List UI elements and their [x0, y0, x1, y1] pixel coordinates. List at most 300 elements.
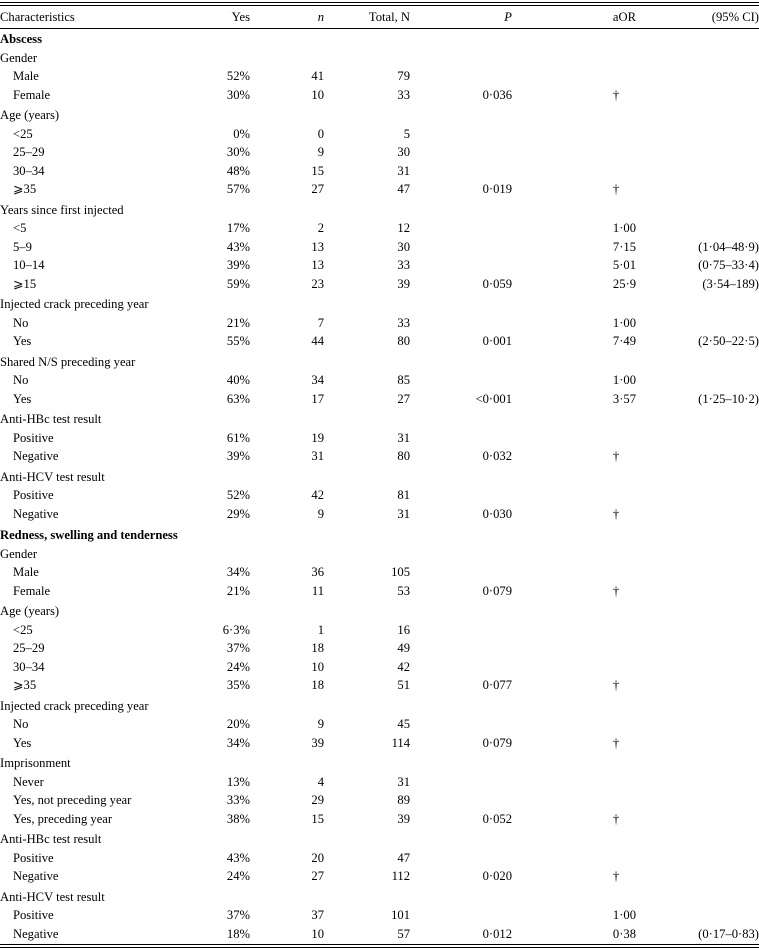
- cell-total: 31: [397, 430, 410, 445]
- cell-yes: 52%: [226, 69, 250, 83]
- table-row: [0, 275, 759, 294]
- cell-n: 23: [311, 276, 324, 291]
- cell-n: 29: [311, 793, 324, 807]
- cell-p: 0·036: [482, 87, 512, 102]
- cell-ci: [636, 447, 759, 466]
- cell-total: 33: [397, 315, 410, 330]
- dagger-mark: †: [612, 678, 620, 692]
- table-row: [0, 849, 759, 868]
- header-characteristics: Characteristics: [0, 10, 75, 24]
- cell-aor: [512, 486, 636, 505]
- cell-total: 27: [397, 391, 410, 406]
- table-body: [0, 27, 759, 943]
- cell-p: 0·019: [482, 182, 512, 196]
- row-label: Yes: [13, 391, 32, 406]
- cell-yes: 39%: [226, 258, 250, 272]
- cell-p: [410, 162, 512, 181]
- row-label: Male: [13, 565, 39, 579]
- header-p: P: [504, 10, 512, 24]
- cell-n: 27: [311, 869, 324, 883]
- cell-ci: [636, 582, 759, 601]
- table-row: [0, 256, 759, 275]
- cell-aor: [512, 715, 636, 734]
- table-row: [0, 180, 759, 199]
- cell-total: 33: [397, 258, 410, 272]
- cell-yes: 43%: [226, 239, 250, 254]
- cell-n: 44: [311, 334, 324, 348]
- cell-p: [410, 621, 512, 640]
- table-header: [0, 8, 759, 27]
- cell-p: 0·079: [482, 583, 512, 598]
- cell-p: <0·001: [475, 391, 512, 406]
- cell-p: 0·001: [482, 334, 512, 348]
- cell-ci: [636, 676, 759, 695]
- cell-n: 15: [311, 811, 324, 826]
- cell-total: 79: [397, 69, 410, 83]
- cell-aor: [512, 86, 636, 105]
- cell-p: 0·077: [482, 678, 512, 692]
- cell-n: 39: [311, 735, 324, 750]
- cell-aor: 7·49: [612, 334, 636, 348]
- cell-p: [410, 715, 512, 734]
- group-label: Years since first injected: [0, 202, 124, 217]
- cell-p: [410, 219, 512, 238]
- table-row: [0, 238, 759, 257]
- dagger-mark: †: [612, 449, 620, 463]
- group-label: Gender: [0, 546, 38, 561]
- table-row: [0, 125, 759, 144]
- cell-p: [410, 773, 512, 792]
- row-label: <25: [13, 622, 33, 637]
- table-row: [0, 505, 759, 524]
- cell-yes: 30%: [226, 87, 250, 102]
- cell-yes: 34%: [226, 735, 250, 750]
- cell-yes: 37%: [226, 908, 250, 922]
- table-row: [0, 486, 759, 505]
- cell-total: 80: [397, 334, 410, 348]
- table-row: [0, 314, 759, 333]
- group-label: Injected crack preceding year: [0, 698, 149, 713]
- row-label: Positive: [13, 488, 54, 502]
- cell-yes: 30%: [226, 145, 250, 159]
- cell-aor: [512, 658, 636, 677]
- cell-ci: [636, 67, 759, 86]
- cell-total: 80: [397, 449, 410, 463]
- cell-p: [410, 849, 512, 868]
- cell-n: 37: [311, 908, 324, 922]
- cell-p: [410, 314, 512, 333]
- group-label: Anti-HBc test result: [0, 412, 102, 426]
- row-label: Positive: [13, 908, 54, 922]
- group-label-row: [0, 754, 759, 773]
- dagger-mark: †: [612, 735, 620, 750]
- cell-aor: [512, 447, 636, 466]
- table-row: [0, 734, 759, 753]
- row-label: Negative: [13, 506, 59, 521]
- cell-total: 31: [397, 163, 410, 178]
- cell-aor: [512, 180, 636, 199]
- cell-total: 105: [391, 565, 410, 579]
- cell-yes: 24%: [226, 869, 250, 883]
- cell-yes: 20%: [226, 717, 250, 731]
- row-label: Yes: [13, 735, 32, 750]
- dagger-mark: †: [612, 182, 620, 196]
- cell-n: 10: [311, 659, 324, 674]
- group-label: Gender: [0, 50, 38, 65]
- row-label: Yes: [13, 334, 32, 348]
- cell-total: 51: [397, 678, 410, 692]
- row-label: 10–14: [13, 258, 45, 272]
- cell-ci: [636, 505, 759, 524]
- cell-total: 12: [397, 221, 410, 235]
- cell-p: [410, 658, 512, 677]
- cell-yes: 13%: [226, 774, 250, 789]
- row-label: Never: [13, 774, 44, 789]
- table-row: [0, 773, 759, 792]
- cell-yes: 48%: [226, 163, 250, 178]
- cell-total: 47: [397, 850, 410, 865]
- cell-yes: 21%: [226, 315, 250, 330]
- cell-total: 45: [397, 717, 410, 731]
- cell-ci: [636, 563, 759, 582]
- dagger-mark: †: [612, 869, 620, 883]
- row-label: Positive: [13, 430, 54, 445]
- cell-aor: [512, 849, 636, 868]
- cell-n: 27: [311, 182, 324, 196]
- cell-yes: 39%: [226, 449, 250, 463]
- cell-aor: [512, 867, 636, 886]
- cell-total: 114: [391, 735, 410, 750]
- cell-aor: 7·15: [612, 239, 636, 254]
- table-row: [0, 86, 759, 105]
- cell-ci: (2·50–22·5): [698, 334, 759, 348]
- cell-p: [410, 371, 512, 390]
- cell-total: 49: [397, 641, 410, 655]
- table-row: [0, 658, 759, 677]
- row-label: ⩾35: [13, 678, 37, 692]
- cell-aor: [512, 67, 636, 86]
- header-total: [324, 8, 410, 27]
- row-label: Female: [13, 87, 51, 102]
- table-row: [0, 390, 759, 409]
- header-total-label: Total, N: [368, 10, 410, 24]
- table-row: [0, 715, 759, 734]
- cell-n: 34: [311, 373, 324, 387]
- cell-p: [410, 143, 512, 162]
- cell-n: 1: [317, 622, 324, 637]
- cell-total: 5: [403, 126, 410, 141]
- cell-n: 13: [311, 239, 324, 254]
- cell-aor: 5·01: [612, 258, 636, 272]
- cell-p: 0·059: [482, 276, 512, 291]
- group-label-row: [0, 602, 759, 621]
- cell-p: 0·012: [482, 926, 512, 941]
- cell-ci: [636, 867, 759, 886]
- cell-n: 42: [311, 488, 324, 502]
- row-label: Yes, not preceding year: [13, 793, 132, 807]
- group-label-row: [0, 468, 759, 487]
- group-label: Injected crack preceding year: [0, 297, 149, 311]
- cell-total: 89: [397, 793, 410, 807]
- cell-ci: [636, 314, 759, 333]
- row-label: No: [13, 717, 29, 731]
- header-row: [0, 8, 759, 27]
- cell-n: 9: [317, 506, 324, 521]
- cell-p: [410, 486, 512, 505]
- cell-ci: [636, 849, 759, 868]
- cell-n: 31: [311, 449, 324, 463]
- cell-p: 0·079: [482, 735, 512, 750]
- row-label: 5–9: [13, 239, 32, 254]
- bottom-rule-double-a: [0, 944, 759, 945]
- row-label: Negative: [13, 449, 59, 463]
- row-label: Yes, preceding year: [13, 811, 113, 826]
- cell-p: 0·020: [482, 869, 512, 883]
- cell-total: 81: [397, 488, 410, 502]
- section-heading-row: [0, 27, 759, 49]
- group-label: Anti-HBc test result: [0, 832, 102, 846]
- header-ci: (95% CI): [711, 10, 759, 24]
- cell-ci: [636, 773, 759, 792]
- cell-ci: [636, 791, 759, 810]
- cell-n: 18: [311, 678, 324, 692]
- group-label-row: [0, 201, 759, 220]
- cell-n: 2: [317, 221, 324, 235]
- cell-aor: [512, 143, 636, 162]
- cell-ci: [636, 906, 759, 925]
- cell-ci: [636, 486, 759, 505]
- row-label: Negative: [13, 926, 59, 941]
- cell-p: 0·030: [482, 506, 512, 521]
- cell-yes: 59%: [226, 276, 250, 291]
- row-label: ⩾15: [13, 276, 37, 291]
- cell-total: 47: [397, 182, 410, 196]
- cell-aor: [512, 563, 636, 582]
- table-row: [0, 639, 759, 658]
- group-label: Imprisonment: [0, 756, 71, 770]
- cell-p: [410, 67, 512, 86]
- row-label: <25: [13, 126, 33, 141]
- cell-aor: 3·57: [612, 391, 636, 406]
- cell-total: 31: [397, 774, 410, 789]
- cell-aor: [512, 734, 636, 753]
- group-label: Age (years): [0, 108, 60, 122]
- cell-n: 36: [311, 565, 324, 579]
- cell-n: 17: [311, 391, 324, 406]
- cell-aor: 1·00: [612, 373, 636, 387]
- cell-yes: 0%: [233, 126, 250, 141]
- row-label: 30–34: [13, 659, 45, 674]
- header-yes: Yes: [231, 10, 250, 24]
- header-n: n: [317, 10, 324, 24]
- table-row: [0, 143, 759, 162]
- cell-yes: 29%: [226, 506, 250, 521]
- cell-n: 41: [311, 69, 324, 83]
- cell-ci: [636, 219, 759, 238]
- table-row: [0, 791, 759, 810]
- group-label-row: [0, 697, 759, 716]
- cell-aor: [512, 810, 636, 829]
- cell-ci: (1·25–10·2): [698, 391, 759, 406]
- table-row: [0, 906, 759, 925]
- section-title: Abscess: [0, 32, 42, 46]
- cell-ci: (3·54–189): [702, 276, 759, 291]
- cell-total: 30: [397, 239, 410, 254]
- cell-total: 42: [397, 659, 410, 674]
- cell-yes: 40%: [226, 373, 250, 387]
- table-row: [0, 582, 759, 601]
- dagger-mark: †: [612, 583, 620, 598]
- cell-aor: [512, 639, 636, 658]
- group-label-row: [0, 830, 759, 849]
- cell-aor: [512, 505, 636, 524]
- cell-ci: (1·04–48·9): [698, 239, 759, 254]
- cell-p: [410, 563, 512, 582]
- cell-n: 13: [311, 258, 324, 272]
- cell-total: 30: [397, 145, 410, 159]
- bottom-rule-double-b: [0, 947, 759, 948]
- cell-aor: 1·00: [612, 908, 636, 922]
- group-label-row: [0, 545, 759, 564]
- cell-yes: 24%: [226, 659, 250, 674]
- cell-ci: (0·75–33·4): [698, 258, 759, 272]
- cell-aor: [512, 582, 636, 601]
- cell-n: 4: [317, 774, 324, 789]
- section-heading-row: [0, 523, 759, 545]
- cell-p: [410, 791, 512, 810]
- table-row: [0, 447, 759, 466]
- row-label: 30–34: [13, 163, 45, 178]
- group-label: Anti-HCV test result: [0, 469, 105, 484]
- cell-total: 39: [397, 276, 410, 291]
- group-label: Anti-HCV test result: [0, 889, 105, 904]
- cell-p: 0·052: [482, 811, 512, 826]
- row-label: Female: [13, 583, 51, 598]
- cell-aor: 0·38: [612, 926, 636, 941]
- cell-aor: [512, 125, 636, 144]
- cell-yes: 52%: [226, 488, 250, 502]
- cell-aor: 1·00: [612, 221, 636, 235]
- cell-yes: 33%: [226, 793, 250, 807]
- cell-aor: [512, 676, 636, 695]
- row-label: ⩾35: [13, 182, 37, 196]
- top-rule-double-b: [0, 5, 759, 6]
- cell-ci: (0·17–0·83): [698, 926, 759, 941]
- table-row: [0, 810, 759, 829]
- cell-ci: [636, 125, 759, 144]
- table-row: [0, 563, 759, 582]
- cell-yes: 17%: [226, 221, 250, 235]
- cell-yes: 38%: [226, 811, 250, 826]
- cell-ci: [636, 639, 759, 658]
- row-label: No: [13, 315, 29, 330]
- group-label-row: [0, 353, 759, 372]
- group-label-row: [0, 49, 759, 68]
- table-row: [0, 429, 759, 448]
- cell-yes: 37%: [226, 641, 250, 655]
- table-row: [0, 676, 759, 695]
- cell-yes: 34%: [226, 565, 250, 579]
- group-label: Age (years): [0, 604, 60, 618]
- cell-yes: 18%: [226, 926, 250, 941]
- cell-total: 101: [391, 908, 410, 922]
- cell-n: 10: [311, 87, 324, 102]
- cell-ci: [636, 86, 759, 105]
- cell-aor: 1·00: [612, 315, 636, 330]
- cell-yes: 6·3%: [222, 622, 250, 637]
- cell-yes: 43%: [226, 850, 250, 865]
- top-rule-double-a: [0, 2, 759, 3]
- cell-aor: [512, 791, 636, 810]
- table-row: [0, 219, 759, 238]
- cell-ci: [636, 371, 759, 390]
- table-row: [0, 67, 759, 86]
- cell-aor: 25·9: [612, 276, 636, 291]
- dagger-mark: †: [612, 506, 620, 521]
- cell-yes: 63%: [226, 391, 250, 406]
- cell-aor: [512, 621, 636, 640]
- group-label-row: [0, 295, 759, 314]
- dagger-mark: †: [612, 87, 620, 102]
- cell-n: 0: [317, 126, 324, 141]
- cell-p: [410, 125, 512, 144]
- table-row: [0, 867, 759, 886]
- row-label: 25–29: [13, 145, 45, 159]
- cell-total: 85: [397, 373, 410, 387]
- cell-n: 9: [317, 145, 324, 159]
- cell-total: 39: [397, 811, 410, 826]
- header-aor: aOR: [612, 10, 636, 24]
- row-label: No: [13, 373, 29, 387]
- header-rule: [0, 28, 759, 29]
- cell-n: 7: [317, 315, 324, 330]
- table-row: [0, 925, 759, 944]
- cell-n: 10: [311, 926, 324, 941]
- cell-aor: [512, 429, 636, 448]
- table-row: [0, 621, 759, 640]
- cell-p: 0·032: [482, 449, 512, 463]
- cell-n: 20: [311, 850, 324, 865]
- cell-yes: 55%: [226, 334, 250, 348]
- cell-p: [410, 429, 512, 448]
- cell-ci: [636, 734, 759, 753]
- cell-ci: [636, 621, 759, 640]
- cell-ci: [636, 180, 759, 199]
- group-label: Shared N/S preceding year: [0, 354, 136, 369]
- dagger-mark: †: [612, 811, 620, 826]
- results-table: [0, 8, 759, 943]
- group-label-row: [0, 106, 759, 125]
- cell-yes: 61%: [226, 430, 250, 445]
- cell-total: 33: [397, 87, 410, 102]
- cell-yes: 35%: [226, 678, 250, 692]
- cell-n: 19: [311, 430, 324, 445]
- table-row: [0, 371, 759, 390]
- cell-ci: [636, 143, 759, 162]
- cell-ci: [636, 715, 759, 734]
- cell-ci: [636, 429, 759, 448]
- cell-yes: 21%: [226, 583, 250, 598]
- cell-p: [410, 639, 512, 658]
- cell-p: [410, 256, 512, 275]
- cell-n: 15: [311, 163, 324, 178]
- cell-total: 53: [397, 583, 410, 598]
- cell-total: 112: [391, 869, 410, 883]
- cell-aor: [512, 162, 636, 181]
- row-label: Negative: [13, 869, 59, 883]
- cell-total: 16: [397, 622, 410, 637]
- cell-n: 18: [311, 641, 324, 655]
